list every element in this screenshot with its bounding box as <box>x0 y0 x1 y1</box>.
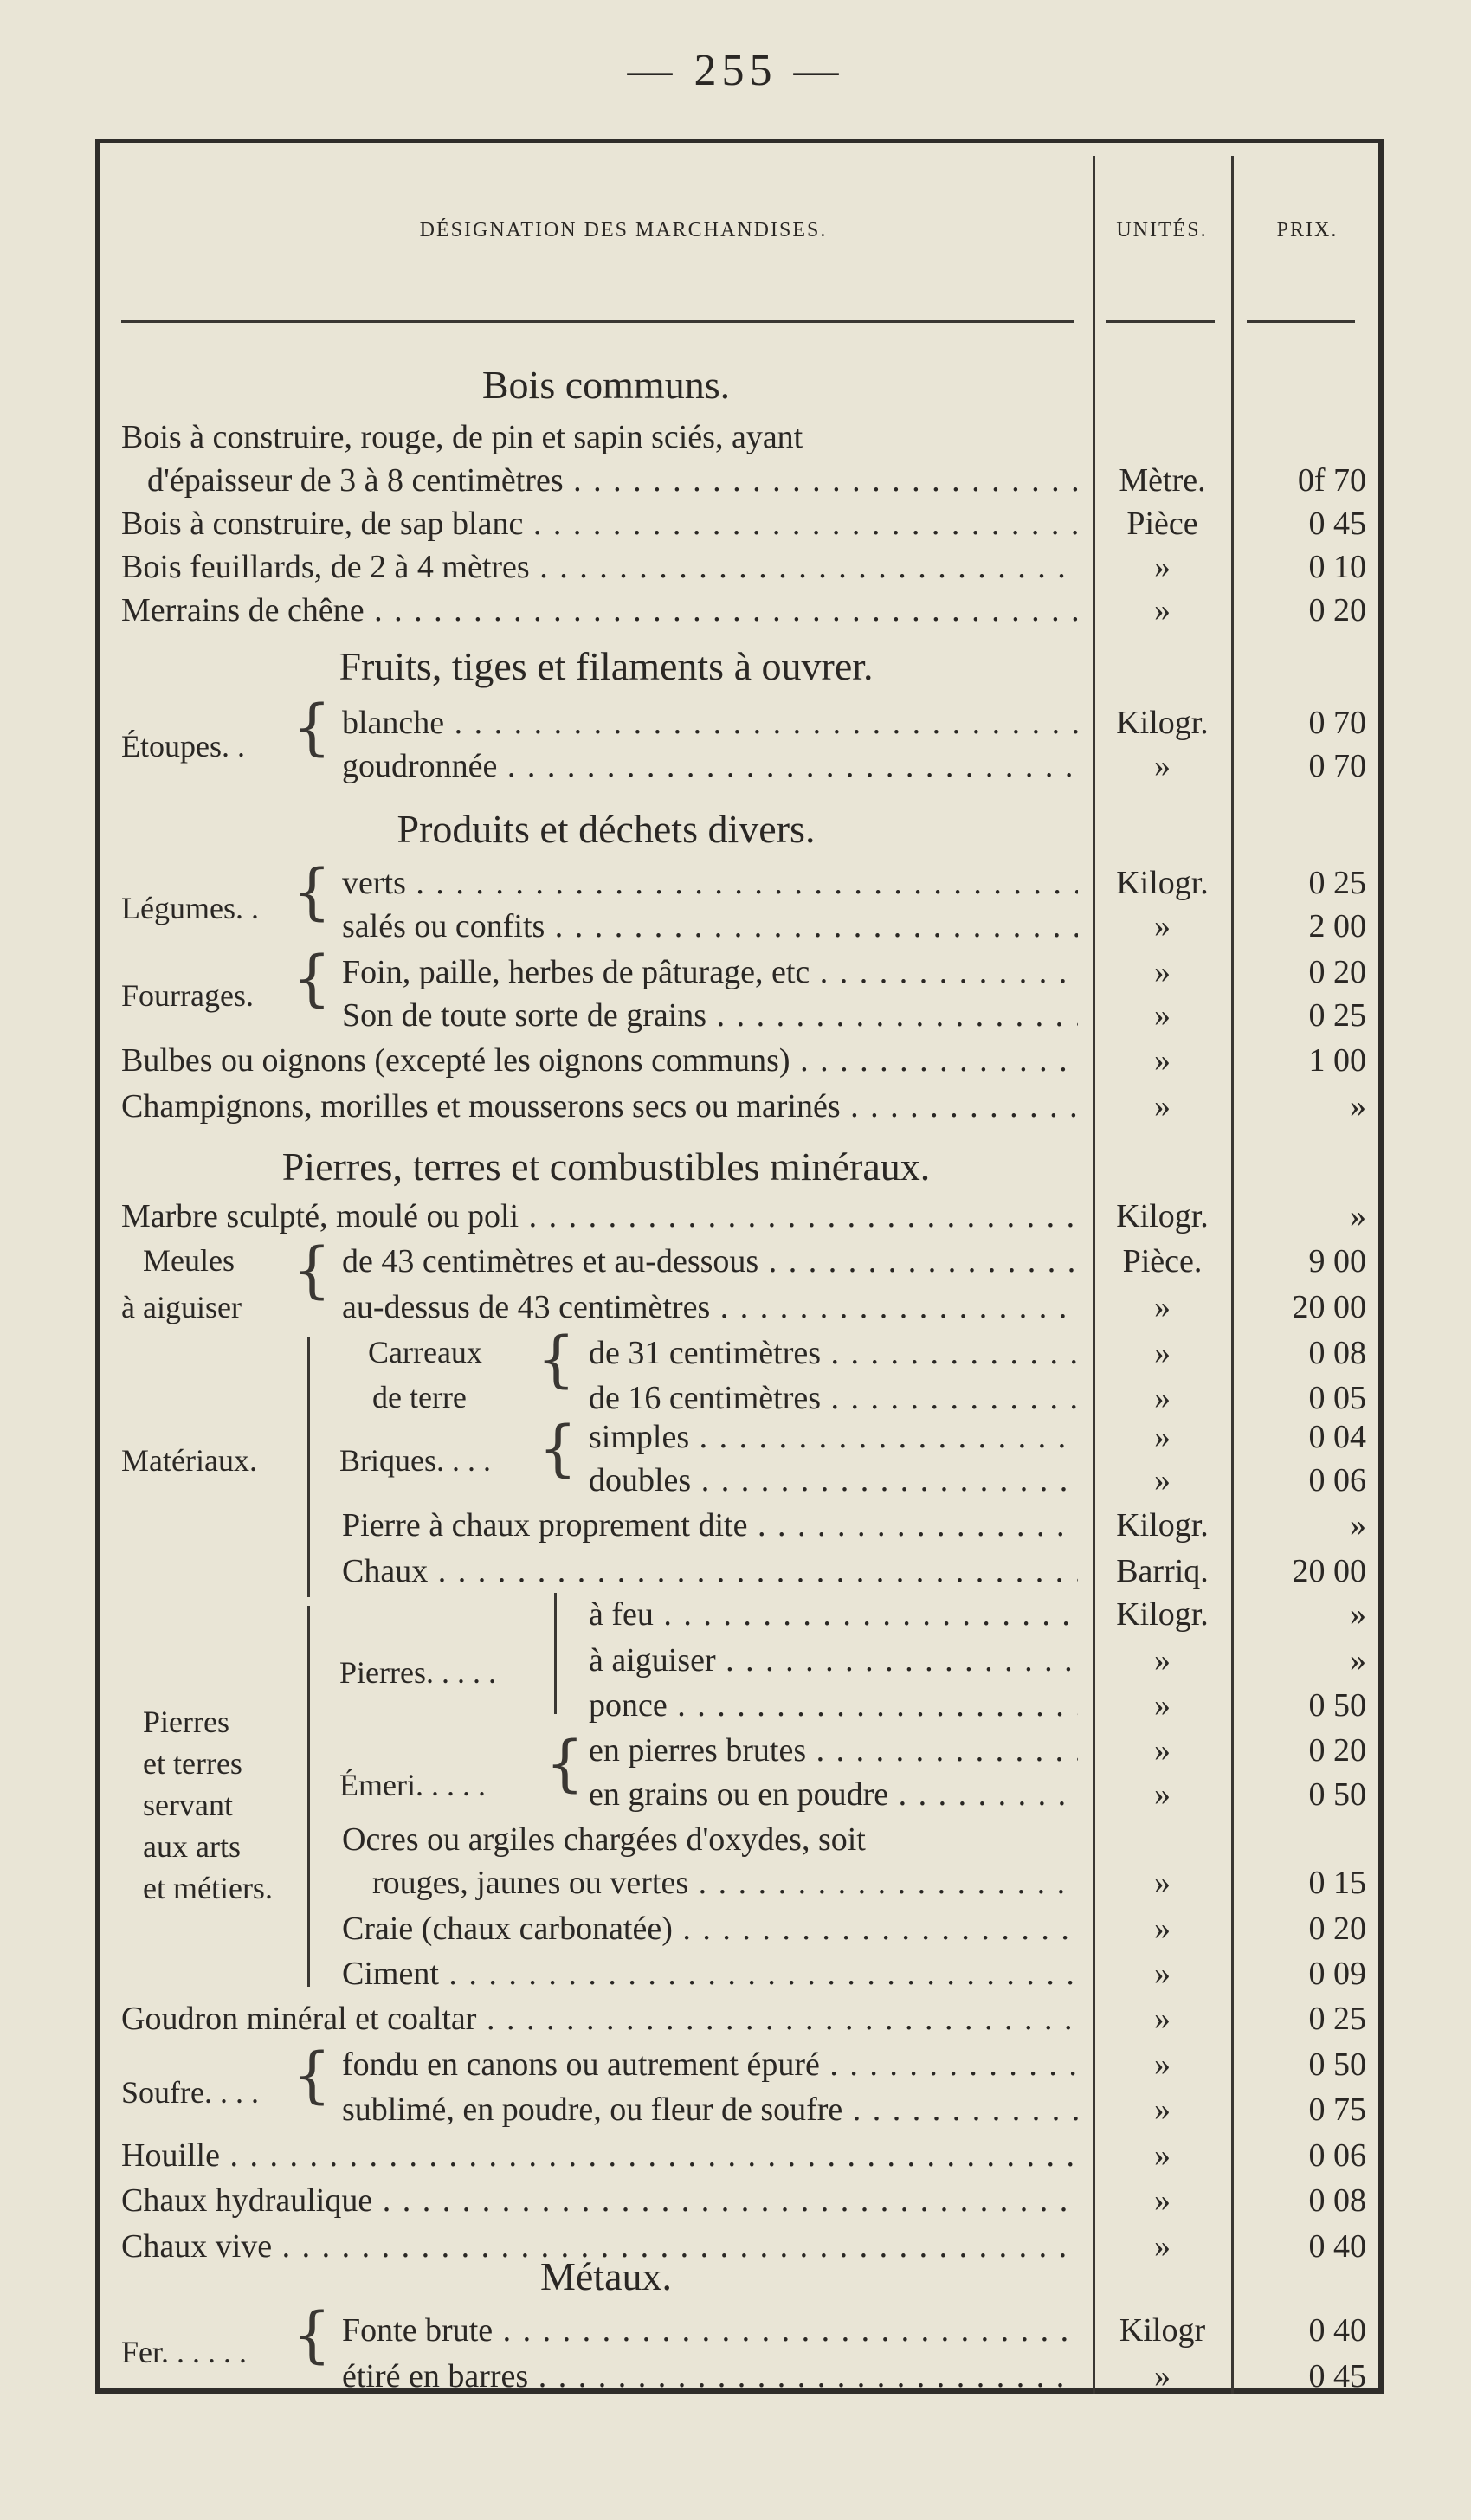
header-units: UNITÉS. <box>1116 219 1208 242</box>
header-rule-designation <box>121 320 1074 323</box>
row-unit: » <box>1154 1732 1171 1769</box>
row-designation: salés ou confits . . . <box>342 905 1078 948</box>
row-unit: Mètre. <box>1119 462 1206 499</box>
row-price: 0 15 <box>1308 1865 1366 1901</box>
row-price: 1 00 <box>1308 1042 1366 1079</box>
row-price: 0 20 <box>1308 954 1366 990</box>
row-designation: au-dessus de 43 centimètres . . . <box>342 1286 1078 1329</box>
group-label-etoupes: Étoupes. . <box>121 729 245 764</box>
row-designation: en grains ou en poudre . . . <box>589 1773 1078 1816</box>
row-unit: » <box>1154 2001 1171 2037</box>
brace: { <box>293 856 332 927</box>
row-unit: » <box>1154 1380 1171 1416</box>
row-unit: » <box>1154 2358 1171 2394</box>
row-designation: en pierres brutes . . . <box>589 1729 1078 1772</box>
group-label-fourrages: Fourrages. <box>121 978 254 1013</box>
row-price: 0 45 <box>1308 506 1366 542</box>
row-price: 0 20 <box>1308 592 1366 628</box>
row-price: 0 20 <box>1308 1732 1366 1769</box>
group-label-soufre: Soufre. . . . <box>121 2075 259 2110</box>
row-unit: » <box>1154 1776 1171 1813</box>
section-title: Pierres, terres et combustibles minéraux. <box>281 1144 931 1189</box>
row-designation: de 31 centimètres . . . <box>589 1331 1078 1375</box>
brace: { <box>293 2299 332 2370</box>
row-unit: Pièce. <box>1122 1243 1203 1279</box>
group-label-fer: Fer. . . . . . <box>121 2335 248 2369</box>
row-unit: » <box>1154 2137 1171 2174</box>
header-rule-units <box>1106 320 1215 323</box>
brace: { <box>545 1728 584 1799</box>
row-price: 20 00 <box>1292 1289 1366 1325</box>
row-designation: à feu . . . <box>589 1593 1078 1636</box>
row-unit: » <box>1154 1687 1171 1724</box>
brace: { <box>293 943 332 1014</box>
brace: { <box>293 1234 332 1305</box>
row-designation: Chaux hydraulique . . . <box>121 2179 1078 2222</box>
group-label-pierres-terres <box>143 1701 273 1909</box>
row-price: » <box>1350 1596 1366 1633</box>
row-unit: » <box>1154 1042 1171 1079</box>
row-price: » <box>1350 1088 1366 1125</box>
row-designation: étiré en barres . . . <box>342 2355 1078 2398</box>
row-designation: Champignons, morilles et mousserons secs ou marinés . . . <box>121 1085 1078 1128</box>
row-price: 0 08 <box>1308 2182 1366 2219</box>
row-unit: » <box>1154 2182 1171 2219</box>
brace: { <box>293 692 332 763</box>
row-designation: Bois à construire, de sap blanc . . . <box>121 502 1078 545</box>
row-unit: » <box>1154 1289 1171 1325</box>
section-title: Bois communs. <box>481 363 731 407</box>
row-price <box>1236 1818 1366 1861</box>
row-price: 9 00 <box>1308 1243 1366 1279</box>
group-label-materiaux: Matériaux. <box>121 1443 257 1478</box>
row-unit: » <box>1154 1088 1171 1125</box>
row-price: 0 09 <box>1308 1956 1366 1992</box>
row-designation: Chaux . . . <box>342 1550 1078 1593</box>
row-unit <box>1095 416 1229 459</box>
row-unit: » <box>1154 1865 1171 1901</box>
row-price: 0 10 <box>1308 549 1366 585</box>
group-label-line: et métiers. <box>143 1871 273 1905</box>
brace: { <box>293 2040 332 2111</box>
row-price: 0 25 <box>1308 865 1366 901</box>
row-price: 0 05 <box>1308 1380 1366 1416</box>
row-designation: d'épaisseur de 3 à 8 centimètres . . . <box>147 459 1078 502</box>
row-designation: Pierre à chaux proprement dite . . . <box>342 1504 1078 1547</box>
row-designation: Bois feuillards, de 2 à 4 mètres . . . <box>121 545 1078 589</box>
row-designation: Houille . . . <box>121 2134 1078 2177</box>
section-title: Produits et déchets divers. <box>397 807 816 851</box>
header-rule-price <box>1247 320 1355 323</box>
row-price: 0 20 <box>1308 1911 1366 1947</box>
row-unit: » <box>1154 748 1171 784</box>
section-title: Fruits, tiges et filaments à ouvrer. <box>339 644 874 688</box>
row-designation: Bulbes ou oignons (excepté les oignons communs) . . . <box>121 1039 1078 1082</box>
row-price: 0 40 <box>1308 2312 1366 2349</box>
row-price: 0 50 <box>1308 1687 1366 1724</box>
row-unit: » <box>1154 549 1171 585</box>
row-price: 0 06 <box>1308 1462 1366 1498</box>
row-price: 0 75 <box>1308 2091 1366 2128</box>
row-price: 0f 70 <box>1297 462 1366 499</box>
row-designation: doubles . . . <box>589 1459 1078 1502</box>
row-price: 20 00 <box>1292 1553 1366 1589</box>
brace: { <box>537 1324 576 1395</box>
group-label-meules: Meules <box>143 1243 235 1278</box>
row-unit: Kilogr <box>1119 2312 1206 2349</box>
row-designation: Merrains de chêne . . . <box>121 589 1078 632</box>
row-price: 0 50 <box>1308 1776 1366 1813</box>
row-designation: goudronnée . . . <box>342 744 1078 788</box>
row-designation: verts . . . <box>342 861 1078 905</box>
row-designation: Craie (chaux carbonatée) . . . <box>342 1907 1078 1950</box>
row-unit: Kilogr. <box>1116 865 1209 901</box>
row-price: 0 06 <box>1308 2137 1366 2174</box>
page-number: — 255 — <box>627 46 844 95</box>
row-unit: Pièce <box>1126 506 1198 542</box>
brace: { <box>539 1413 577 1484</box>
row-unit: » <box>1154 1956 1171 1992</box>
group-label-carreaux: Carreaux <box>368 1335 482 1370</box>
row-price <box>1236 416 1366 459</box>
row-unit: » <box>1154 997 1171 1034</box>
group-label-line: aux arts <box>143 1829 241 1864</box>
row-designation: fondu en canons ou autrement épuré . . . <box>342 2043 1078 2086</box>
row-price: 0 25 <box>1308 997 1366 1034</box>
row-unit: » <box>1154 1335 1171 1371</box>
row-unit: Kilogr. <box>1116 1198 1209 1234</box>
group-label-line: servant <box>143 1788 233 1822</box>
row-price: » <box>1350 1507 1366 1544</box>
group-label-legumes: Légumes. . <box>121 891 259 925</box>
column-divider-price <box>1231 156 1234 2394</box>
row-designation: de 43 centimètres et au-dessous . . . <box>342 1240 1078 1283</box>
row-price: 0 70 <box>1308 705 1366 741</box>
group-label-meules: à aiguiser <box>121 1290 242 1324</box>
row-designation: Foin, paille, herbes de pâturage, etc . . . <box>342 951 1078 994</box>
row-unit: Barriq. <box>1116 1553 1209 1589</box>
row-unit: Kilogr. <box>1116 705 1209 741</box>
row-price: » <box>1350 1642 1366 1679</box>
row-unit: Kilogr. <box>1116 1596 1209 1633</box>
row-price: 0 70 <box>1308 748 1366 784</box>
row-unit: » <box>1154 908 1171 944</box>
group-label-emeri: Émeri. . . . . <box>339 1768 486 1802</box>
row-designation: blanche . . . <box>342 701 1078 744</box>
row-unit: » <box>1154 1419 1171 1455</box>
row-unit: » <box>1154 2046 1171 2083</box>
row-designation: rouges, jaunes ou vertes . . . <box>372 1861 1078 1905</box>
row-designation: Son de toute sorte de grains . . . <box>342 994 1078 1037</box>
row-unit: » <box>1154 1462 1171 1498</box>
header-price: PRIX. <box>1276 219 1339 242</box>
row-unit: » <box>1154 592 1171 628</box>
brace-line-pierres-terres <box>307 1606 310 1987</box>
row-designation: Fonte brute . . . <box>342 2309 1078 2352</box>
group-label-pierres: Pierres. . . . . <box>339 1655 496 1690</box>
header-designation: DÉSIGNATION DES MARCHANDISES. <box>419 219 828 242</box>
row-designation: Marbre sculpté, moulé ou poli . . . <box>121 1195 1078 1238</box>
row-price: 0 04 <box>1308 1419 1366 1455</box>
row-designation: à aiguiser . . . <box>589 1639 1078 1682</box>
row-price: 0 25 <box>1308 2001 1366 2037</box>
row-price: 0 08 <box>1308 1335 1366 1371</box>
brace-line-materiaux <box>307 1337 310 1597</box>
row-unit: Kilogr. <box>1116 1507 1209 1544</box>
row-unit <box>1095 1818 1229 1861</box>
group-label-briques: Briques. . . . <box>339 1443 491 1478</box>
row-designation: Bois à construire, rouge, de pin et sapin sciés, ayant <box>121 419 803 455</box>
brace-line-pierres <box>554 1593 557 1714</box>
section-title: Métaux. <box>539 2254 672 2298</box>
row-unit: » <box>1154 2091 1171 2128</box>
row-price: 2 00 <box>1308 908 1366 944</box>
row-price: 0 45 <box>1308 2358 1366 2394</box>
row-unit: » <box>1154 2228 1171 2265</box>
row-unit: » <box>1154 954 1171 990</box>
row-designation: de 16 centimètres . . . <box>589 1376 1078 1420</box>
row-designation: Chaux vive . . . <box>121 2225 1078 2268</box>
group-label-line: et terres <box>143 1746 242 1781</box>
row-designation: Goudron minéral et coaltar . . . <box>121 1997 1078 2040</box>
row-unit: » <box>1154 1911 1171 1947</box>
row-designation: sublimé, en poudre, ou fleur de soufre . . . <box>342 2088 1078 2131</box>
row-price: » <box>1350 1198 1366 1234</box>
group-label-line: Pierres <box>143 1705 229 1739</box>
row-designation: Ocres ou argiles chargées d'oxydes, soit <box>342 1821 866 1858</box>
row-designation: simples . . . <box>589 1415 1078 1459</box>
row-price: 0 40 <box>1308 2228 1366 2265</box>
group-label-carreaux: de terre <box>372 1380 467 1415</box>
row-designation: Ciment . . . <box>342 1952 1078 1995</box>
row-unit: » <box>1154 1642 1171 1679</box>
row-price: 0 50 <box>1308 2046 1366 2083</box>
row-designation: ponce . . . <box>589 1684 1078 1727</box>
